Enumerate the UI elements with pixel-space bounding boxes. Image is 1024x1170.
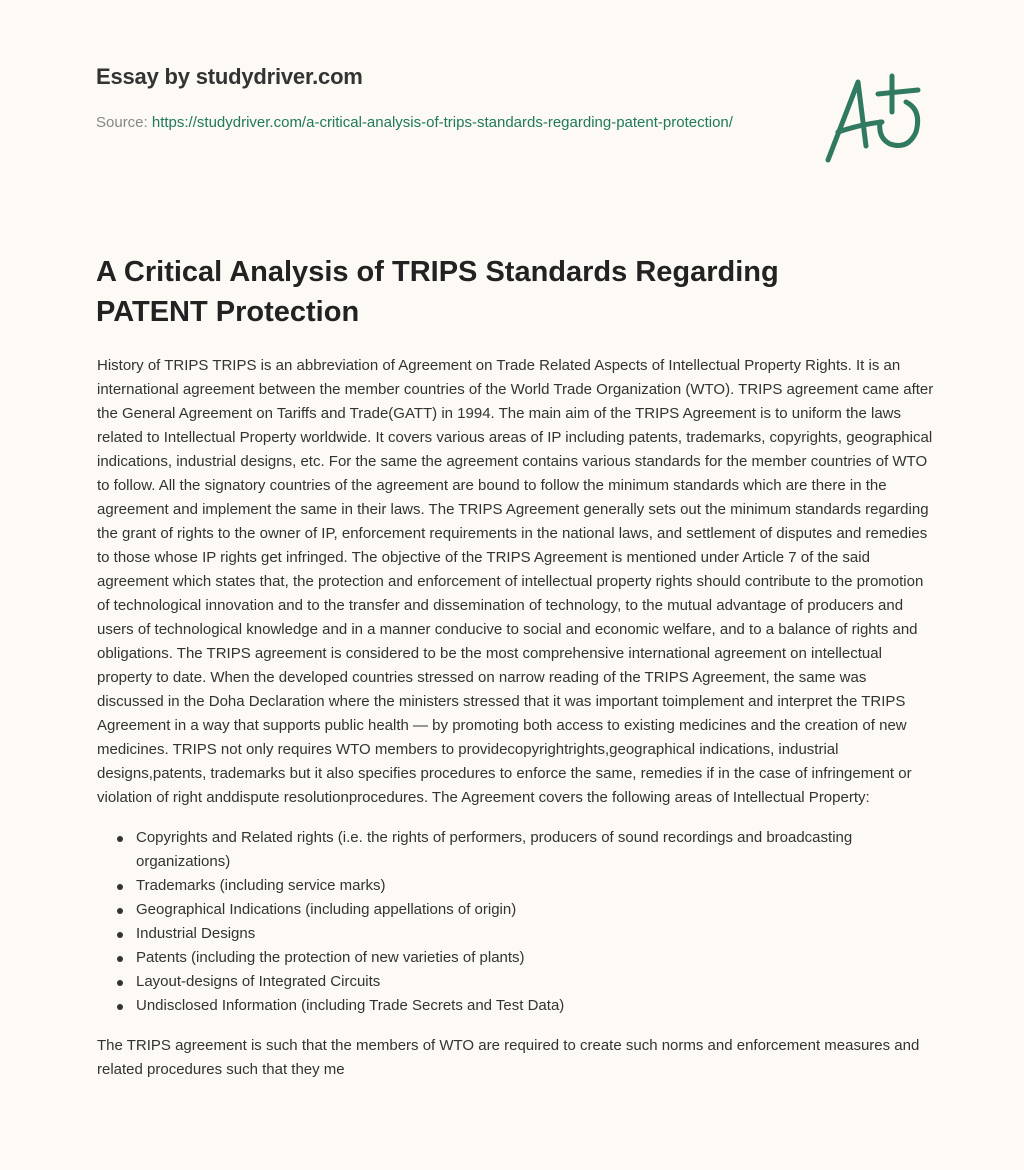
paragraph: The TRIPS agreement is such that the members of WTO are required to create such norms and enforcement measures and related procedures such that they me <box>97 1037 920 1078</box>
source-label: Source: <box>96 114 152 131</box>
list-item: Patents (including the protection of new varieties of plants) <box>136 946 937 970</box>
list-item: Copyrights and Related rights (i.e. the rights of performers, producers of sound recordings and broadcasting organizations) <box>136 826 937 874</box>
list-item: Industrial Designs <box>136 922 937 946</box>
list-item: Trademarks (including service marks) <box>136 874 937 898</box>
source-link[interactable]: https://studydriver.com/a-critical-analysis-of-trips-standards-regarding-patent-protection/ <box>151 114 733 131</box>
source-line <box>96 110 776 136</box>
ip-areas-list <box>97 826 937 1018</box>
list-item: Geographical Indications (including appellations of origin) <box>136 898 937 922</box>
list-item: Layout-designs of Integrated Circuits <box>136 970 937 994</box>
site-brand: Essay by studydriver.com <box>96 64 363 89</box>
a-plus-logo-icon <box>822 72 930 164</box>
page-title: A Critical Analysis of TRIPS Standards Regarding PATENT Protection <box>96 256 779 328</box>
list-item: Undisclosed Information (including Trade Secrets and Test Data) <box>136 994 937 1018</box>
paragraph: History of TRIPS TRIPS is an abbreviation of Agreement on Trade Related Aspects of Intellectual Property Rights. It is an international agreement between the member countries of the World Trade Organization (WTO). TRIPS agreement came after the General Agreement on Tariffs and Trade(GATT) in 1994. The main aim of the TRIPS Agreement is to uniform the laws related to Intellectual Property worldwide. It covers various areas of IP including patents, trademarks, copyrights, geographical indications, industrial designs, etc. For the same the agreement contains various standards for the member countries of WTO to follow. All the signatory countries of the agreement are bound to follow the minimum standards which are there in the agreement and implement the same in their laws. The TRIPS Agreement generally sets out the minimum standards regarding the grant of rights to the owner of IP, enforcement requirements in the national laws, and settlement of disputes and remedies to those whose IP rights get infringed. The objective of the TRIPS Agreement is mentioned under Article 7 of the said agreement which states that, the protection and enforcement of intellectual property rights should contribute to the promotion of technological innovation and to the transfer and dissemination of technology, to the mutual advantage of producers and users of technological knowledge and in a manner conducive to social and economic welfare, and to a balance of rights and obligations. The TRIPS agreement is considered to be the most comprehensive international agreement on intellectual property to date. When the developed countries stressed on narrow reading of the TRIPS Agreement, the same was discussed in the Doha Declaration where the ministers stressed that it was important toimplement and interpret the TRIPS Agreement in a way that supports public health — by promoting both access to existing medicines and the creation of new medicines. TRIPS not only requires WTO members to providecopyrightrights,geographical indications, industrial designs,patents, trademarks but it also specifies procedures to enforce the same, remedies if in the case of infringement or violation of right anddispute resolutionprocedures. The Agreement covers the following areas of Intellectual Property: <box>97 357 934 806</box>
article-body <box>97 354 937 1098</box>
